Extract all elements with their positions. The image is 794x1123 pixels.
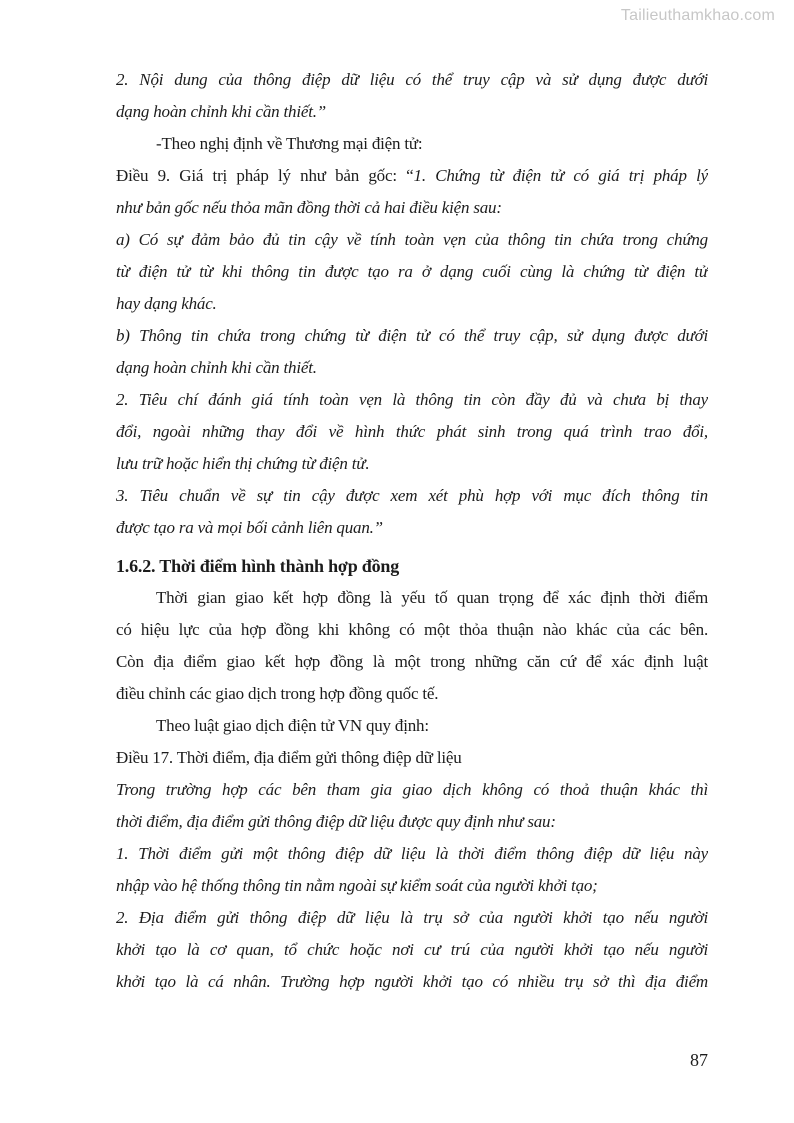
text-segment: khởi tạo là cá nhân. Trường hợp người khởi tạo có nhiều trụ sở thì địa điểm (116, 972, 708, 991)
paragraph-article17-clause1 (116, 838, 708, 902)
paragraph-contract-time (116, 582, 708, 710)
text-line (116, 64, 708, 96)
text-segment: 3. Tiêu chuẩn về sự tin cậy được xem xét phù hợp với mục đích thông tin (116, 486, 708, 505)
paragraph-clause3-reliability (116, 480, 708, 544)
section-heading-162 (116, 550, 708, 582)
text-segment: từ điện tử từ khi thông tin được tạo ra ở dạng cuối cùng là chứng từ điện tử (116, 262, 708, 281)
text-line (116, 646, 708, 678)
text-segment: 1.6.2. Thời điểm hình thành hợp đồng (116, 556, 400, 576)
text-line (116, 128, 708, 160)
text-line (116, 480, 708, 512)
text-segment: 2. Tiêu chí đánh giá tính toàn vẹn là thông tin còn đầy đủ và chưa bị thay (116, 390, 708, 409)
text-segment: Thời gian giao kết hợp đồng là yếu tố quan trọng để xác định thời điểm (156, 588, 708, 607)
paragraph-article17-intro (116, 774, 708, 838)
text-segment: Còn địa điểm giao kết hợp đồng là một trong những căn cứ để xác định luật (116, 652, 708, 671)
text-line (116, 934, 708, 966)
text-segment: có hiệu lực của hợp đồng khi không có một thỏa thuận nào khác của các bên. (116, 620, 708, 639)
text-line (116, 96, 708, 128)
text-line (116, 256, 708, 288)
watermark: Tailieuthamkhao.com (620, 7, 775, 24)
text-line (116, 224, 708, 256)
paragraph-quote-clause2 (116, 64, 708, 128)
text-line (116, 966, 708, 998)
text-line (116, 710, 708, 742)
text-line (116, 838, 708, 870)
text-line (116, 614, 708, 646)
text-line (116, 448, 708, 480)
text-segment: -Theo nghị định về Thương mại điện tử: (156, 134, 423, 153)
text-line (116, 678, 708, 710)
paragraph-vn-law-intro (116, 710, 708, 742)
paragraph-article17-title (116, 742, 708, 774)
text-line (116, 512, 708, 544)
text-segment: 2. Địa điểm gửi thông điệp dữ liệu là trụ sở của người khởi tạo nếu người (116, 908, 708, 927)
text-segment: đổi, ngoài những thay đổi về hình thức phát sinh trong quá trình trao đổi, (116, 422, 708, 441)
text-segment: nhập vào hệ thống thông tin nằm ngoài sự kiểm soát của người khởi tạo; (116, 876, 598, 895)
text-segment: 1. Chứng từ điện tử có giá trị pháp lý (413, 166, 708, 185)
text-segment: 2. Nội dung của thông điệp dữ liệu có thể truy cập và sử dụng được dưới (116, 70, 708, 89)
text-segment: dạng hoàn chỉnh khi cần thiết.” (116, 102, 327, 121)
text-segment: dạng hoàn chỉnh khi cần thiết. (116, 358, 317, 377)
text-segment: Trong trường hợp các bên tham gia giao dịch không có thoả thuận khác thì (116, 780, 708, 799)
text-segment: b) Thông tin chứa trong chứng từ điện tử có thể truy cập, sử dụng được dưới (116, 326, 708, 345)
text-line (116, 902, 708, 934)
text-line (116, 160, 708, 192)
text-line (116, 416, 708, 448)
text-segment: a) Có sự đảm bảo đủ tin cậy về tính toàn vẹn của thông tin chứa trong chứng (116, 230, 708, 249)
document-body (116, 64, 708, 998)
text-line (116, 774, 708, 806)
text-segment: khởi tạo là cơ quan, tổ chức hoặc nơi cư trú của người khởi tạo nếu người (116, 940, 708, 959)
paragraph-decree-intro (116, 128, 708, 160)
page-number: 87 (690, 1050, 708, 1070)
paragraph-condition-a (116, 224, 708, 320)
text-line (116, 550, 708, 582)
text-line (116, 742, 708, 774)
text-segment: như bản gốc nếu thỏa mãn đồng thời cả hai điều kiện sau: (116, 198, 502, 217)
text-line (116, 320, 708, 352)
text-segment: Theo luật giao dịch điện tử VN quy định: (156, 716, 429, 735)
text-segment: Điều 17. Thời điểm, địa điểm gửi thông điệp dữ liệu (116, 748, 462, 767)
paragraph-article9 (116, 160, 708, 224)
text-segment: hay dạng khác. (116, 294, 217, 313)
text-line (116, 870, 708, 902)
text-line (116, 288, 708, 320)
text-line (116, 352, 708, 384)
text-segment: thời điểm, địa điểm gửi thông điệp dữ liệu được quy định như sau: (116, 812, 556, 831)
paragraph-clause2-integrity (116, 384, 708, 480)
paragraph-article17-clause2 (116, 902, 708, 998)
text-segment: được tạo ra và mọi bối cảnh liên quan.” (116, 518, 383, 537)
text-line (116, 384, 708, 416)
text-segment: 1. Thời điểm gửi một thông điệp dữ liệu là thời điểm thông điệp dữ liệu này (116, 844, 708, 863)
text-line (116, 806, 708, 838)
paragraph-condition-b (116, 320, 708, 384)
text-line (116, 582, 708, 614)
text-line (116, 192, 708, 224)
text-segment: Điều 9. Giá trị pháp lý như bản gốc: “ (116, 166, 414, 185)
text-segment: điều chỉnh các giao dịch trong hợp đồng quốc tế. (116, 684, 439, 703)
text-segment: lưu trữ hoặc hiển thị chứng từ điện tử. (116, 454, 370, 473)
